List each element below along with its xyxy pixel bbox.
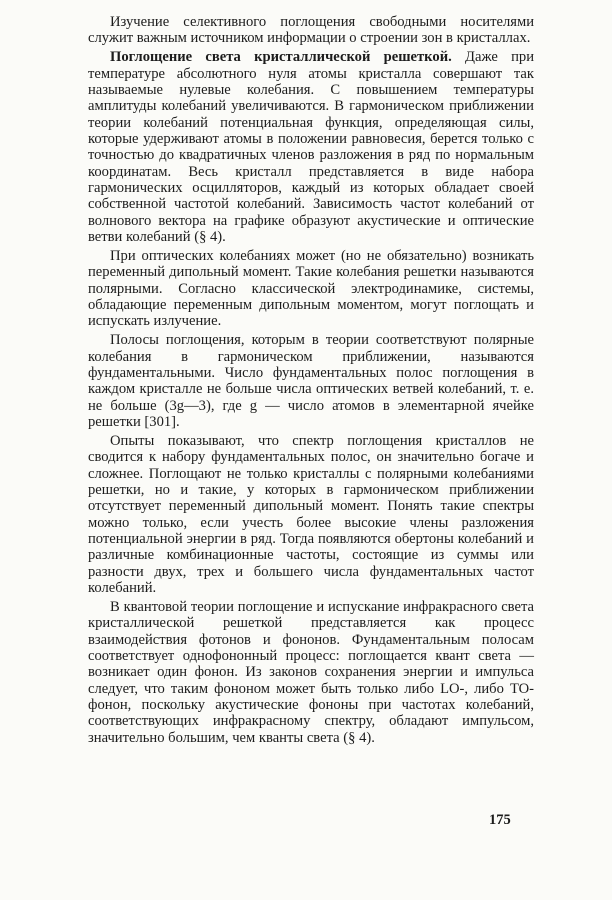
paragraph-6-text: В квантовой теории поглощение и испускание инфракрасного света кристаллической решеткой представляется как процесс взаимодействия фотонов и фононов. Фундаментальным полосам соответствует однофононный процесс: поглощается квант света — возникает один фонон. Из законов сохранения энергии и импульса следует, что таким фононом может быть только либо LO-, либо TO-фонон, поскольку акустические фононы при частотах колебаний, соответствующих инфракрасному спектру, обладают импульсом, значительно большим, чем кванты света (§ 4). xyxy=(88,599,534,746)
paragraph-4-text: Полосы поглощения, которым в теории соответствуют полярные колебания в гармоническом приближении, называются фундаментальными. Число фундаментальных полос поглощения в каждом кристалле не больше числа оптических ветвей колебаний, т. е. не больше (3g—3), где g — число атомов в элементарной ячейке решетки [301]. xyxy=(88,332,534,431)
paragraph-4 xyxy=(88,332,534,430)
paragraph-2-text: Даже при температуре абсолютного нуля атомы кристалла совершают так называемые нулевые колебания. С повышением температуры амплитуды колебаний увеличиваются. В гармоническом приближении теории колебаний потенциальная функция, определяющая силы, которые удерживают атомы в положении равновесия, берется только с точностью до квадратичных членов разложения в ряд по нормальным координатам. Весь кристалл представляется в виде набора гармонических осцилляторов, каждый из которых обладает своей собственной частотой колебаний. Зависимость частот колебаний от волнового вектора на графике образуют акустические и оптические ветви колебаний (§ 4). xyxy=(88,49,535,246)
paragraph-1-text: Изучение селективного поглощения свободными носителями служит важным источником информации о строении зон в кристаллах. xyxy=(88,14,534,47)
paragraph-3-text: При оптических колебаниях может (но не обязательно) возникать переменный дипольный момент. Такие колебания решетки называются полярными. Согласно классической электродинамике, системы, обладающие переменным дипольным моментом, могут поглощать и испускать излучение. xyxy=(88,248,534,330)
body-text xyxy=(88,14,534,749)
paragraph-1 xyxy=(88,14,534,47)
page-number: 175 xyxy=(489,812,511,828)
paragraph-6 xyxy=(88,599,534,746)
paragraph-5 xyxy=(88,433,534,596)
section-heading: Поглощение света кристаллической решеткой. xyxy=(110,49,452,66)
paragraph-5-text: Опыты показывают, что спектр поглощения кристаллов не сводится к набору фундаментальных полос, он значительно богаче и сложнее. Поглощают не только кристаллы с полярными колебаниями решетки, но и такие, у которых в гармоническом приближении отсутствует переменный дипольный момент. Понять такие спектры можно только, если учесть более высокие члены разложения потенциальной энергии в ряд. Тогда появляются обертоны колебаний и различные комбинационные частоты, состоящие из суммы или разности двух, трех и большего числа фундаментальных частот колебаний. xyxy=(88,432,534,597)
paragraph-3 xyxy=(88,248,534,330)
paragraph-2 xyxy=(88,49,534,245)
